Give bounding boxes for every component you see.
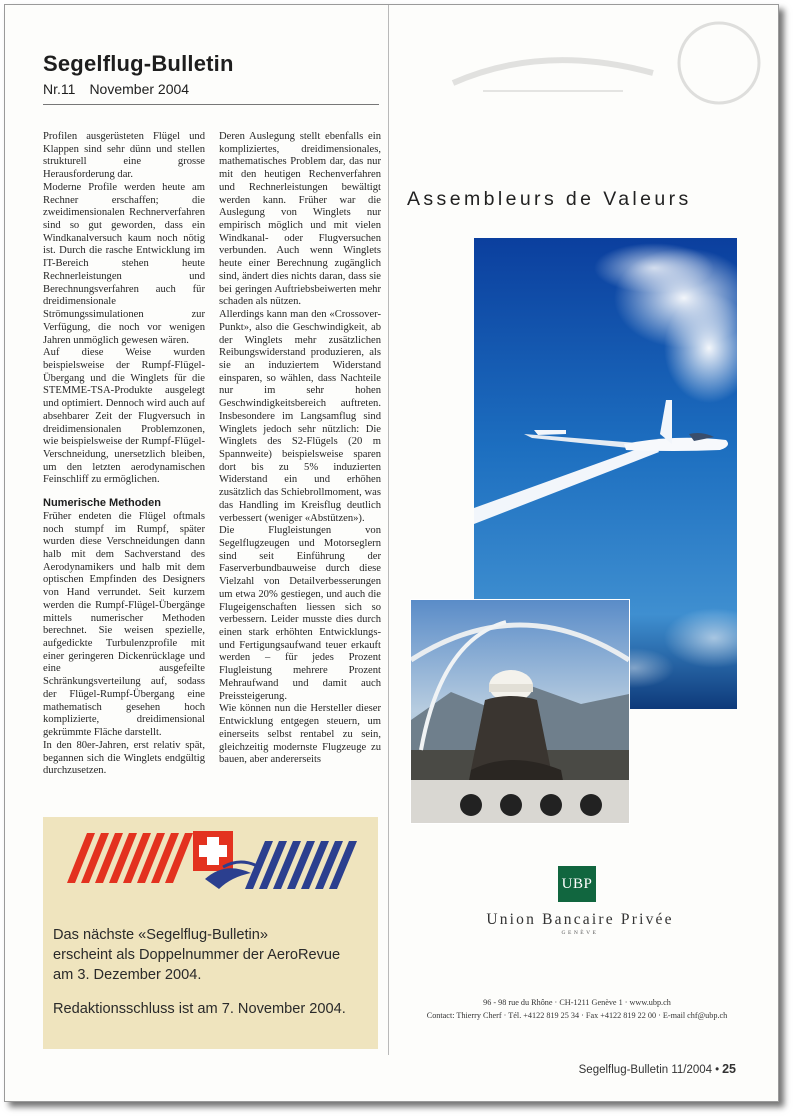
issue-number: Nr.11 [43,81,76,97]
section-heading: Numerische Methoden [43,497,161,510]
paragraph: Allerdings kann man den «Crossover-Punkt», also die Geschwindigkeit, ab der Winglets mehr zusätzlichen Reibungswiderstand produzieren, als sie an induziertem Widerstand einsparen, so wählen, dass Nachteile nur im sehr hohen Geschwindigkeitsbereich auftreten. Insbesondere im Langsamflug sind Winglets jedoch sehr nützlich: Die Winglets des S2-Flügels (20 m Spannweite) beispielsweise sparen dort bis zu 5% induzierten Widerstand ein und erhöhen zusätzlich das Schiebrollmoment, was das Handling im Kreisflug deutlich verbessert (weniger «Abstützen»). [219,309,381,524]
paragraph: Die Flugleistungen von Segelflugzeugen und Motorseglern sind seit Einführung der Faserverbundbauweise durch diese Vielzahl von Detailverbesserungen um etwa 20% gestiegen, und auch die Flugeigenschaften liessen sich so verbessern. Leider musste dies durch einen stark erhöhten Entwicklungs- und Fertigungsaufwand teuer erkauft werden – für jedes Prozent Flugleistung mehrere Prozent Mehraufwand und damit auch Preissteigerung. [219,525,381,702]
ubp-logo: UBP [558,866,596,902]
swiss-gliding-stripes-logo [55,827,367,897]
footer-bullet: • [715,1064,720,1076]
paragraph: Profilen ausgerüsteten Flügel und Klappen sind sehr dünn und stellen strukturell eine grosse Herausforderung dar. [43,131,205,181]
bank-city: GENÈVE [561,930,599,936]
issue-line [43,81,189,97]
bank-address: 96 - 98 rue du Rhône · CH-1211 Genève 1 · www.ubp.ch [483,998,671,1007]
column-divider [388,5,389,1055]
issue-date: November 2004 [89,81,190,97]
paragraph: Wie können nun die Hersteller dieser Entwicklung entgegen steuern, um einerseits selbst rentabel zu sein, gleichzeitig modernste Flugzeuge zu bauen, aber andererseits [219,703,381,766]
paragraph: Früher endeten die Flügel oftmals noch stumpf im Rumpf, später wurden diese Verschneidungen dann halb mit dem Sachverstand des Aerodynamikers und halb mit dem optischen Empfinden des Designers von Hand verrundet. Seit kurzem werden die Rumpf-Flügel-Übergänge mittels numerischer Methoden berechnet. Sie weisen spezielle, aufgedickte Turbulenzprofile mit einer geringeren Dickenrücklage und eine ausgefeilte Schränkungsverteilung auf, sodass der Flügel-Rumpf-Übergang eine mathematisch gesehen hoch komplizierte, dreidimensional gekrümmte Fläche darstellt. [43,510,205,739]
magazine-page [4,4,779,1102]
notice-line: am 3. Dezember 2004. [53,967,202,983]
notice-line: erscheint als Doppelnummer der AeroRevue [53,947,341,963]
footer-publication: Segelflug-Bulletin 11/2004 [578,1064,713,1076]
bank-contact: Contact: Thierry Cherf · Tél. +4122 819 25 34 · Fax +4122 819 22 00 · E-mail chf@ubp.ch [426,1011,728,1020]
article-column-1 [43,131,205,778]
page-title: Segelflug-Bulletin [43,51,234,76]
page-footer [579,1062,736,1076]
cockpit-pilot-photo [411,600,629,823]
notice-line: Das nächste «Segelflug-Bulletin» [53,927,268,943]
notice-deadline: Redaktionsschluss ist am 7. November 2004. [53,1001,346,1017]
header-rule [43,104,379,105]
notice-text [53,925,373,1019]
paragraph: In den 80er-Jahren, erst relativ spät, begannen sich die Winglets endgültig durchzusetzen. [43,739,205,777]
article-column-2 [219,131,381,767]
page-number: 25 [722,1062,736,1076]
paragraph: Auf diese Weise wurden beispielsweise der Rumpf-Flügel-Übergang und die Winglets für die STEMME-TSA-Produkte ausgelegt und optimiert. Dennoch wird auch auf absehbarer Zeit der Flugversuch in dreidimensionalen Problemzonen, wie beispielsweise der Rumpf-Flügel-Verschneidung, unersetzlich bleiben, um den letzten aerodynamischen Feinschliff zu ermöglichen. [43,347,205,486]
bank-name: Union Bancaire Privée [486,911,674,928]
show-through-artwork [423,13,763,113]
paragraph: Moderne Profile werden heute am Rechner erschaffen; die zweidimensionalen Rechnerverfahren sind so gut geworden, dass ein Windkanalversuch kaum noch nötig ist. Durch die rasche Entwicklung im IT-Bereich stehen heute Rechnerleistungen und Berechnungsverfahren auch für dreidimensionale Strömungssimulationen zur Verfügung, die noch vor wenigen Jahren unmöglich gewesen wären. [43,181,205,346]
paragraph: Deren Auslegung stellt ebenfalls ein kompliziertes, dreidimensionales, mathematisches Problem dar, das nur mit den heutigen Rechenverfahren und Rechnerleistungen bewältigt werden kann. Früher war die Auslegung von Winglets nur empirisch möglich und mit vielen Windkanal- oder Flugversuchen verbunden. Auch wenn Winglets heute einer Berechnung zugänglich sind, ändert dies nichts daran, dass sie bei geringen Auftriebsbeiwerten mehr schaden als nützen. [219,131,381,308]
ad-slogan: Assembleurs de Valeurs [407,188,692,210]
notice-box [43,817,378,1049]
